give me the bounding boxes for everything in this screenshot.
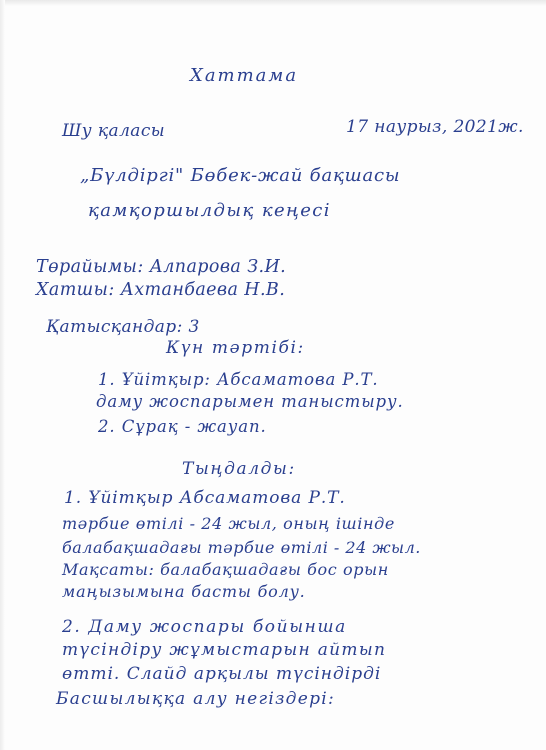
proceedings-line: 2. Даму жоспары бойынша [62,617,347,637]
document-date: 17 наурыз, 2021ж. [346,117,524,137]
proceedings-line: маңызымына басты болу. [62,582,306,601]
agenda-item: 2. Сұрақ - жауап. [98,417,267,436]
proceedings-line: өтті. Слайд арқылы түсіндірді [62,664,382,684]
chair-line: Төрайымы: Алпарова З.И. [36,257,287,277]
document-title: Хаттама [190,65,299,86]
agenda-item: даму жоспарымен таныстыру. [96,392,404,411]
attendees-line: Қатысқандар: 3 [46,317,200,337]
subject-line-2: қамқоршылдық кеңесі [88,200,331,221]
paper-left-edge-shadow [0,0,5,750]
document-place: Шу қаласы [62,121,166,141]
agenda-heading: Күн тәртібі: [166,338,305,358]
proceedings-line: түсіндіру жұмыстарын айтып [62,640,387,660]
proceedings-line: 1. Ұйітқыр Абсаматова Р.Т. [64,488,346,508]
paper-top-edge-shadow [0,0,546,6]
agenda-item: 1. Ұйітқыр: Абсаматова Р.Т. [98,370,379,389]
proceedings-line: балабақшадағы тәрбие өтілі - 24 жыл. [62,538,421,557]
proceedings-line: Мақсаты: балабақшадағы бос орын [62,560,389,579]
proceedings-line: Басшылыққа алу негіздері: [56,689,336,709]
proceedings-line: тәрбие өтілі - 24 жыл, оның ішінде [62,514,395,533]
secretary-line: Хатшы: Ахтанбаева Н.В. [36,280,286,300]
subject-line-1: „Бүлдіргі" Бөбек-жай бақшасы [80,165,401,186]
proceedings-heading: Тыңдалды: [182,459,296,479]
